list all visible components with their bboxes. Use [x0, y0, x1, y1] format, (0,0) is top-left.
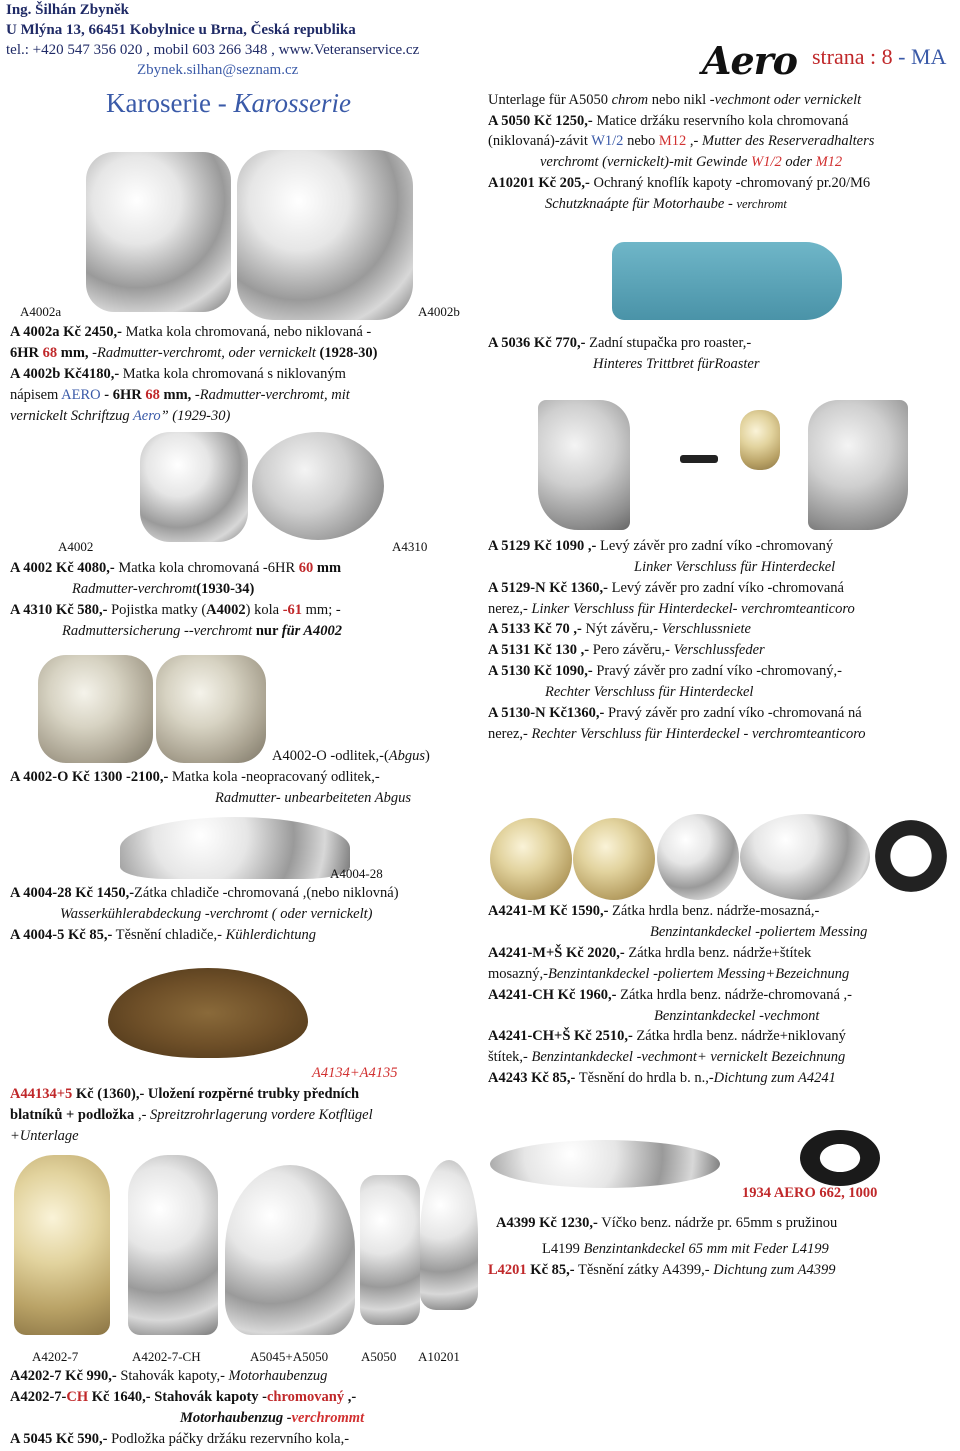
fuel-cap-brass-photo: [490, 818, 572, 900]
wheel-nut-a4002a-photo: [86, 152, 231, 312]
a4241m-line1: A4241-M Kč 1590,- Zátka hrdla benz. nádrže-mosazná,-: [488, 903, 820, 919]
caption-a4134: A4134+A4135: [312, 1065, 398, 1081]
fuel-cap-chrome-photo: [657, 814, 739, 900]
caption-a4002a: A4002a: [20, 304, 62, 319]
page-number: strana : 8 - MA: [812, 44, 947, 69]
a4002b-line2: nápisem AERO - 6HR 68 mm, -Radmutter-verchromt, mit: [10, 387, 350, 403]
hood-knob-photo: [420, 1160, 478, 1310]
caption-a5050: A5050: [361, 1349, 397, 1364]
caption-a5045: A5045+A5050: [250, 1349, 329, 1364]
a5050-line2: A 5050 Kč 1250,- Matice držáku reservního kola chromovaná: [488, 113, 849, 129]
a4002b-line1: A 4002b Kč4180,- Matka kola chromovaná s niklovaným: [10, 366, 346, 382]
caption-a4004: A4004-28: [330, 866, 383, 881]
a4399-line1: A4399 Kč 1230,- Víčko benz. nádrže pr. 65mm s pružinou: [496, 1215, 838, 1231]
a4310-line2: Radmuttersicherung --verchromt nur für A4002: [62, 623, 343, 639]
a5036-line2: Hinteres Trittbret fürRoaster: [593, 356, 760, 372]
a4002o-line1: A 4002-O Kč 1300 -2100,- Matka kola -neopracovaný odlitek,-: [10, 769, 380, 785]
a4004-5-line: A 4004-5 Kč 85,- Těsnění chladiče,- Kühlerdichtung: [10, 927, 317, 943]
spare-wheel-nut-photo: [360, 1175, 420, 1325]
a44134-line2: blatníků + podložka ,- Spreitzrohrlagerung vordere Kotflügel: [10, 1107, 373, 1123]
fuel-cap-chrome-label-photo: [740, 814, 870, 900]
a5130-line2: Rechter Verschluss für Hinterdeckel: [545, 684, 754, 700]
a5130-line1: A 5130 Kč 1090,- Pravý závěr pro zadní víko -chromovaný,-: [488, 663, 842, 679]
l4199-line: L4199 Benzintankdeckel 65 mm mit Feder L4199: [542, 1241, 829, 1257]
caption-a4310: A4310: [392, 539, 428, 554]
a5130n-line1: A 5130-N Kč1360,- Pravý závěr pro zadní víko -chromovaná ná: [488, 705, 862, 721]
a44134-line3: +Unterlage: [10, 1128, 79, 1144]
a5129n-line1: A 5129-N Kč 1360,- Levý závěr pro zadní víko -chromovaná: [488, 580, 844, 596]
a4002-line2: Radmutter-verchromt(1930-34): [72, 581, 255, 597]
wheel-nut-a4002-photo: [140, 432, 248, 542]
fuel-cap-gasket-photo: [875, 820, 947, 892]
a4202-7-ch-line: A4202-7-CH Kč 1640,- Stahovák kapoty -chromovaný ,-: [10, 1389, 357, 1405]
l4201-line: L4201 Kč 85,- Těsnění zátky A4399,- Dichtung zum A4399: [488, 1262, 836, 1278]
caption-a4399: 1934 AERO 662, 1000: [742, 1185, 878, 1201]
aero-logo: Aero: [702, 38, 798, 83]
a4002a-line2: 6HR 68 mm, -Radmutter-verchromt, oder vernickelt (1928-30): [10, 345, 378, 361]
a4243-line: A4243 Kč 85,- Těsnění do hrdla b. n.,-Dichtung zum A4241: [488, 1070, 836, 1086]
fuel-cap-spring-photo: [490, 1140, 720, 1188]
a10201-de-line: Schutzknaápte für Motorhaube - verchromt: [545, 196, 787, 212]
caption-a4202-7-ch: A4202-7-CH: [132, 1349, 201, 1364]
fuel-cap-seal-photo: [800, 1130, 880, 1186]
page-title: [106, 88, 351, 119]
hood-clamp-chrome-photo: [128, 1155, 218, 1335]
radiator-cap-photo: [120, 817, 350, 879]
fuel-cap-brass-label-photo: [573, 818, 655, 900]
wheel-nut-a4002b-photo: [237, 150, 413, 320]
rivet-a5133-photo: [680, 455, 718, 463]
header-email[interactable]: Zbynek.silhan@seznam.cz: [137, 62, 299, 78]
latch-left-a5129-photo: [538, 400, 630, 530]
header-name: Ing. Šilhán Zbyněk: [6, 2, 129, 18]
hood-clamp-brass-photo: [14, 1155, 110, 1335]
a4002o-line2: Radmutter- unbearbeiteten Abgus: [215, 790, 411, 806]
nut-lock-a4310-photo: [252, 432, 384, 540]
a5036-line1: A 5036 Kč 770,- Zadní stupačka pro roaster,-: [488, 335, 752, 351]
spring-a5131-photo: [740, 410, 780, 470]
a5050-line1: Unterlage für A5050 chrom nebo nikl -vechmont oder vernickelt: [488, 92, 862, 108]
a44134-line1: A44134+5 Kč (1360),- Uložení rozpěrné trubky předních: [10, 1086, 360, 1102]
a5129-line1: A 5129 Kč 1090 ,- Levý závěr pro zadní víko -chromovaný: [488, 538, 834, 554]
header-address: U Mlýna 13, 66451 Kobylnice u Brna, Česká republika: [6, 22, 356, 38]
caption-a10201: A10201: [418, 1349, 460, 1364]
latch-right-a5130-photo: [808, 400, 908, 530]
caption-a4202-7: A4202-7: [32, 1349, 79, 1364]
a4241chs-line2: štítek,- Benzintankdeckel -vechmont+ vernickelt Bezeichnung: [488, 1049, 846, 1065]
a5129-line2: Linker Verschluss für Hinterdeckel: [634, 559, 836, 575]
a5130n-line2: nerez,- Rechter Verschluss für Hinterdeckel - verchromteanticoro: [488, 726, 866, 742]
spare-wheel-lever-base-photo: [225, 1165, 355, 1335]
caption-a4002b: A4002b: [418, 304, 460, 319]
a4004-line2: Wasserkühlerabdeckung -verchromt ( oder vernickelt): [60, 906, 373, 922]
a5050-line3: (niklovaná)-závit W1/2 nebo M12 ,- Mutter des Reserveradhalters: [488, 133, 875, 149]
a4241m-line2: Benzintankdeckel -poliertem Messing: [650, 924, 868, 940]
a4202-7-line: A4202-7 Kč 990,- Stahovák kapoty,- Motorhaubenzug: [10, 1368, 328, 1384]
a4241ms-line2: mosazný,-Benzintankdeckel -poliertem Messing+Bezeichnung: [488, 966, 850, 982]
a4002b-line3: vernickelt Schriftzug Aero” (1929-30): [10, 408, 231, 424]
a4241ch-line1: A4241-CH Kč 1960,- Zátka hrdla benz. nádrže-chromovaná ,-: [488, 987, 852, 1003]
a5133-line: A 5133 Kč 70 ,- Nýt závěru,- Verschlussniete: [488, 621, 751, 637]
caption-a4002: A4002: [58, 539, 94, 554]
a4310-line1: A 4310 Kč 580,- Pojistka matky (A4002) kola -61 mm; -: [10, 602, 341, 618]
page-title-cz: Karoserie -: [106, 88, 234, 118]
page-title-de: Karosserie: [233, 88, 351, 118]
header-contact: tel.: +420 547 356 020 , mobil 603 266 348 , www.Veteranservice.cz: [6, 42, 420, 58]
caption-a4002o: A4002-O -odlitek,-(Abgus): [272, 748, 430, 764]
a4002a-line1: A 4002a Kč 2450,- Matka kola chromovaná, nebo niklovaná -: [10, 324, 372, 340]
wheel-nut-casting-photo-2: [156, 655, 266, 763]
a5050-line4: verchromt (vernickelt)-mit Gewinde W1/2 oder M12: [540, 154, 843, 170]
a5131-line: A 5131 Kč 130 ,- Pero závěru,- Verschlussfeder: [488, 642, 765, 658]
a5045-line: A 5045 Kč 590,- Podložka páčky držáku rezervního kola,-: [10, 1431, 350, 1447]
a4004-line1: A 4004-28 Kč 1450,-Zátka chladiče -chromovaná ,(nebo niklovná): [10, 885, 399, 901]
a5129n-line2: nerez,- Linker Verschluss für Hinterdeckel- verchromteanticoro: [488, 601, 855, 617]
a10201-line: A10201 Kč 205,- Ochraný knoflík kapoty -chromovaný pr.20/M6: [488, 175, 871, 191]
a4241ch-line2: Benzintankdeckel -vechmont: [654, 1008, 820, 1024]
wheel-nut-casting-photo-1: [38, 655, 153, 763]
a4002-line1: A 4002 Kč 4080,- Matka kola chromovaná -6HR 60 mm: [10, 560, 342, 576]
fender-strut-bearing-photo: [108, 968, 308, 1058]
a4202-7-ch-de-line: Motorhaubenzug -verchrommt: [180, 1410, 365, 1426]
a4241chs-line1: A4241-CH+Š Kč 2510,- Zátka hrdla benz. nádrže+niklovaný: [488, 1028, 846, 1044]
a4241ms-line1: A4241-M+Š Kč 2020,- Zátka hrdla benz. nádrže+štítek: [488, 945, 812, 961]
footboard-a5036-photo: [612, 242, 842, 320]
